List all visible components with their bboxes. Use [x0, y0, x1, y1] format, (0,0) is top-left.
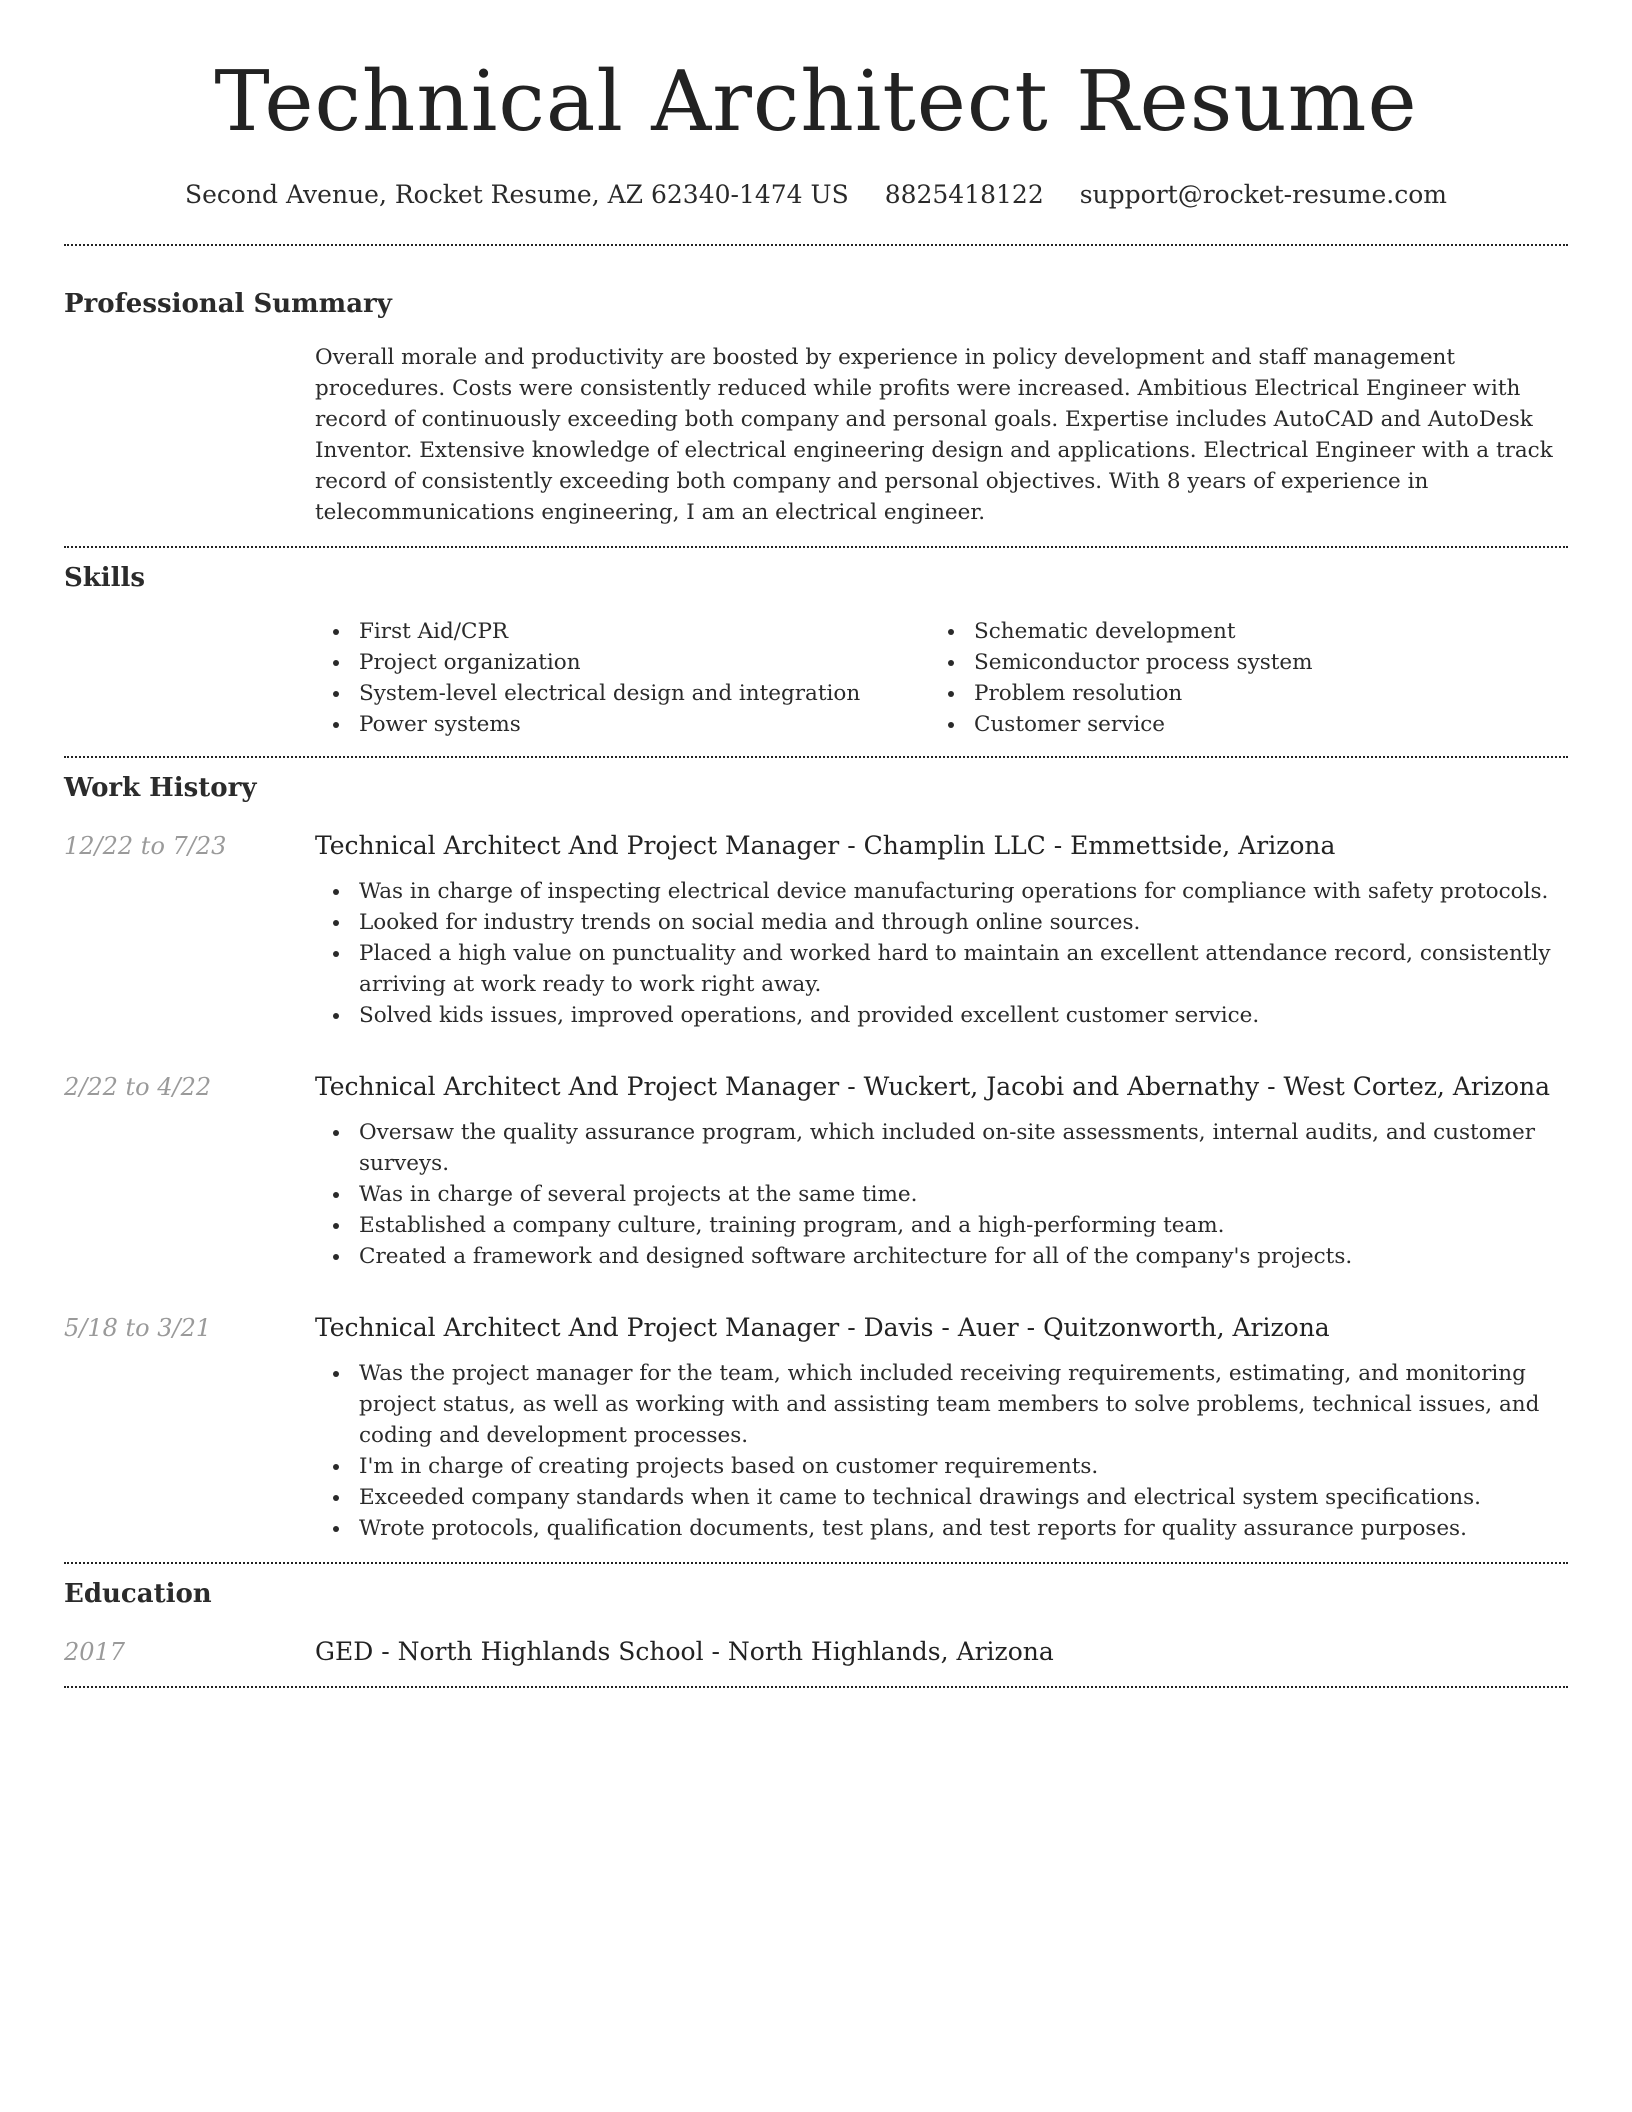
section-divider	[64, 1562, 1568, 1564]
skills-column-right	[930, 616, 1545, 740]
job-title: Technical Architect And Project Manager - Davis - Auer - Quitzonworth, Arizona	[315, 1313, 1330, 1342]
job-entry	[64, 1069, 1568, 1272]
job-bullet: Established a company culture, training program, and a high-performing team.	[315, 1210, 1568, 1241]
job-date: 5/18 to 3/21	[64, 1314, 212, 1342]
skills-column-left	[315, 616, 930, 740]
job-entry	[64, 1310, 1568, 1562]
job-bullets	[315, 1358, 1568, 1544]
job-bullet: Looked for industry trends on social media and through online sources.	[315, 907, 1568, 938]
skill-item: Project organization	[315, 647, 930, 678]
contact-address: Second Avenue, Rocket Resume, AZ 62340-1474 US	[184, 180, 849, 209]
job-bullets	[315, 876, 1568, 1031]
job-title: Technical Architect And Project Manager - Champlin LLC - Emmettside, Arizona	[315, 831, 1336, 860]
job-bullet: Wrote protocols, qualification documents, test plans, and test reports for quality assurance purposes.	[315, 1513, 1568, 1544]
job-bullet: Oversaw the quality assurance program, which included on-site assessments, internal audits, and customer surveys.	[315, 1117, 1568, 1179]
contact-line	[64, 176, 1568, 214]
section-divider	[64, 546, 1568, 548]
job-entry	[64, 828, 1568, 1031]
job-bullet: Exceeded company standards when it came to technical drawings and electrical system specifications.	[315, 1482, 1568, 1513]
skill-item: Schematic development	[930, 616, 1545, 647]
education-degree: GED - North Highlands School - North Highlands, Arizona	[315, 1637, 1054, 1666]
skill-item: Problem resolution	[930, 678, 1545, 709]
job-bullet: Was in charge of inspecting electrical device manufacturing operations for compliance with safety protocols.	[315, 876, 1568, 907]
section-divider	[64, 756, 1568, 758]
skill-item: First Aid/CPR	[315, 616, 930, 647]
skill-item: Power systems	[315, 709, 930, 740]
job-bullet: Solved kids issues, improved operations, and provided excellent customer service.	[315, 1000, 1568, 1031]
job-bullets	[315, 1117, 1568, 1272]
section-divider	[64, 1686, 1568, 1688]
skill-item: System-level electrical design and integration	[315, 678, 930, 709]
work-history-heading: Work History	[64, 773, 257, 803]
job-bullet: Placed a high value on punctuality and worked hard to maintain an excellent attendance record, consistently arriving at work ready to work right away.	[315, 938, 1568, 1000]
skill-item: Semiconductor process system	[930, 647, 1545, 678]
contact-email: support@rocket-resume.com	[1079, 180, 1448, 209]
skill-item: Customer service	[930, 709, 1545, 740]
job-title: Technical Architect And Project Manager - Wuckert, Jacobi and Abernathy - West Cortez, Arizona	[315, 1072, 1551, 1101]
education-date: 2017	[64, 1638, 126, 1666]
education-entry	[64, 1634, 1568, 1670]
skills-heading: Skills	[64, 563, 146, 593]
job-bullet: Was the project manager for the team, which included receiving requirements, estimating, and monitoring project status, as well as working with and assisting team members to solve problems, technical issues, and coding and development processes.	[315, 1358, 1568, 1451]
education-heading: Education	[64, 1579, 212, 1609]
contact-phone: 8825418122	[884, 180, 1044, 209]
resume-page	[64, 0, 1568, 1688]
job-bullet: Was in charge of several projects at the same time.	[315, 1179, 1568, 1210]
skills-list	[315, 616, 1568, 756]
section-divider	[64, 244, 1568, 246]
summary-heading: Professional Summary	[64, 289, 392, 319]
job-date: 12/22 to 7/23	[64, 832, 227, 860]
job-bullet: I'm in charge of creating projects based on customer requirements.	[315, 1451, 1568, 1482]
resume-title: Technical Architect Resume	[214, 53, 1418, 150]
job-bullet: Created a framework and designed software architecture for all of the company's projects.	[315, 1241, 1568, 1272]
job-date: 2/22 to 4/22	[64, 1073, 212, 1101]
summary-text: Overall morale and productivity are boosted by experience in policy development and staff management procedures. Costs were consistently reduced while profits were increased. Ambitious Electrical Engineer with record of continuously exceeding both company and personal goals. Expertise includes AutoCAD and AutoDesk Inventor. Extensive knowledge of electrical engineering design and applications. Electrical Engineer with a track record of consistently exceeding both company and personal objectives. With 8 years of experience in telecommunications engineering, I am an electrical engineer.	[315, 345, 1553, 525]
